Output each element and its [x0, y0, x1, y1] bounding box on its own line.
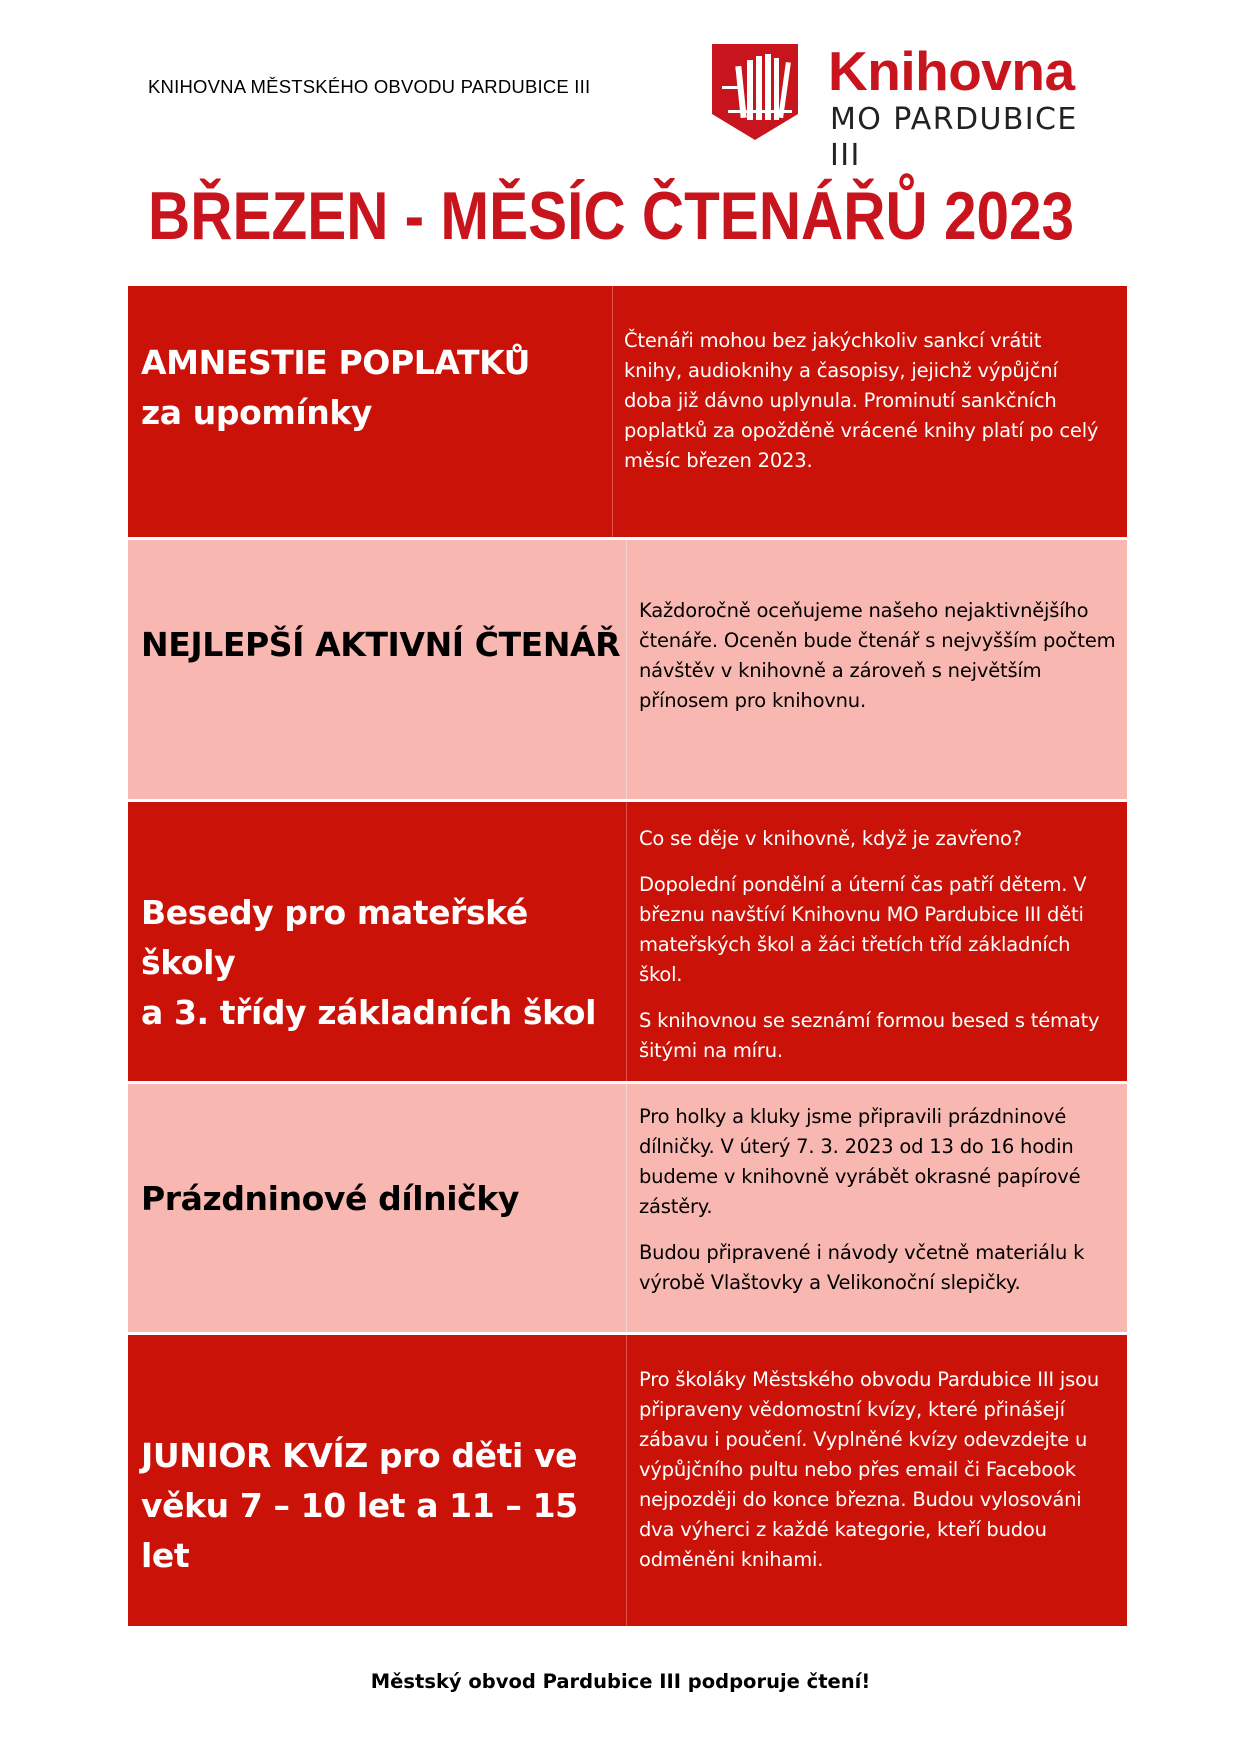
event-row-best-reader — [128, 540, 1127, 802]
event-description: Čtenáři mohou bez jakýchkoliv sankcí vrátit knihy, audioknihy a časopisy, jejichž výpůjční doba již dávno uplynula. Prominutí sankčních poplatků za opožděně vrácené knihy platí po celý měsíc březen 2023. — [624, 329, 1099, 472]
event-title: Besedy pro mateřské školy a 3. třídy základních škol — [141, 893, 596, 1032]
event-description: Co se děje v knihovně, když je zavřeno? Dopolední pondělní a úterní čas patří dětem. V březnu navštíví Knihovnu MO Pardubice III děti mateřských škol a žáci třetích tříd základních škol. S knihovnou se seznámí formou besed s tématy šitými na míru. — [639, 827, 1100, 1062]
event-row-school-talks — [128, 802, 1127, 1084]
library-shield-icon — [710, 44, 800, 140]
page-title: BŘEZEN - MĚSÍC ČTENÁŘŮ 2023 — [148, 178, 1075, 254]
event-title: NEJLEPŠÍ AKTIVNÍ ČTENÁŘ — [141, 625, 621, 664]
event-row-junior-quiz — [128, 1335, 1127, 1626]
event-title: AMNESTIE POPLATKŮ za upomínky — [141, 343, 531, 432]
event-title: JUNIOR KVÍZ pro děti ve věku 7 – 10 let a 11 – 15 let — [141, 1436, 578, 1575]
logo-subtitle: MO PARDUBICE III — [830, 102, 1078, 173]
library-logo — [710, 40, 1090, 173]
event-description: Pro školáky Městského obvodu Pardubice III jsou připraveny vědomostní kvízy, které přinášejí zábavu i poučení. Vyplněné kvízy odevzdejte u výpůjčního pultu nebo přes email či Facebook nejpozději do konce března. Budou vylosováni dva výherci z každé kategorie, kteří budou odměněni knihami. — [639, 1368, 1099, 1571]
event-title: Prázdninové dílničky — [141, 1179, 519, 1218]
event-row-workshops — [128, 1084, 1127, 1335]
events-table — [128, 286, 1127, 1626]
footer-slogan: Městský obvod Pardubice III podporuje čtení! — [370, 1670, 871, 1693]
event-description: Pro holky a kluky jsme připravili prázdninové dílničky. V úterý 7. 3. 2023 od 13 do 16 hodin budeme v knihovně vyrábět okrasné papírové zástěry. Budou připravené i návody včetně materiálu k výrobě Vlaštovky a Velikonoční slepičky. — [639, 1105, 1085, 1294]
event-row-amnesty — [128, 286, 1127, 540]
logo-title: Knihovna — [828, 40, 1075, 102]
event-description: Každoročně oceňujeme našeho nejaktivnějšího čtenáře. Oceněn bude čtenář s nejvyšším počtem návštěv v knihovně a zároveň s největším přínosem pro knihovnu. — [639, 599, 1116, 712]
org-name: KNIHOVNA MĚSTSKÉHO OBVODU PARDUBICE III — [148, 76, 591, 97]
